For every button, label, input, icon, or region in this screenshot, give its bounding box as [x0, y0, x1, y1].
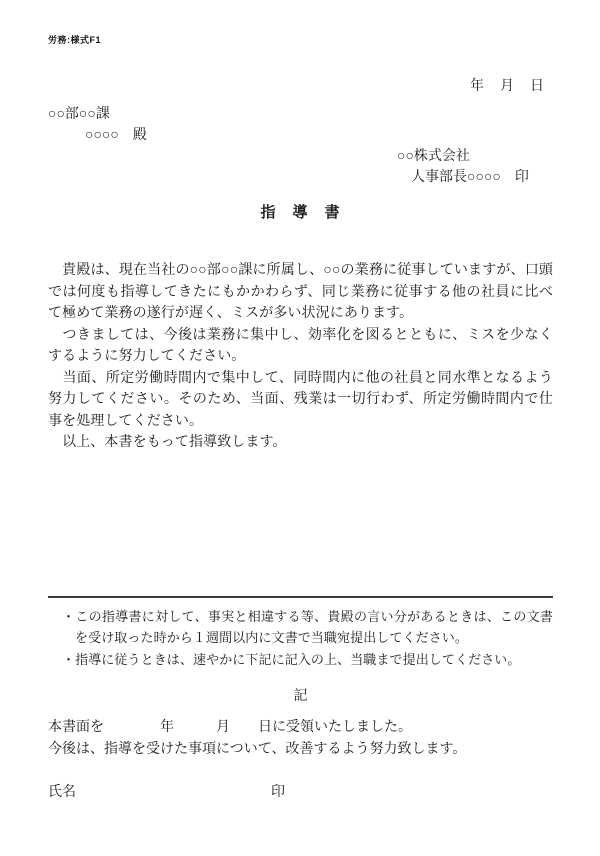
sender-signer-seal: 人事部長○○○○ 印 [411, 170, 529, 185]
notice-item [62, 649, 553, 671]
sender-company: ○○株式会社 [397, 149, 470, 164]
bullet-marker: ・ [62, 608, 76, 624]
bullet-marker: ・ [62, 651, 76, 667]
notice-item [62, 606, 553, 649]
receipt-date-line: 本書面を 年 月 日に受領いたしました。 [48, 720, 412, 735]
notice-item-text: この指導書に対して、事実と相違する等、貴殿の言い分があるときは、この文書を受け取った時から１週間以内に文書で当職宛提出してください。 [75, 608, 554, 645]
document-title: 指 導 書 [260, 205, 341, 221]
recipient-name: ○○○○ 殿 [85, 128, 147, 143]
signature-row [48, 782, 553, 803]
form-code-label: 労務:様式F1 [48, 35, 102, 45]
body-paragraph-1: 貴殿は、現在当社の○○部○○課に所属し、○○の業務に従事していますが、口頭では何度も指導してきたにもかかわらず、同じ業務に従事する他の社員に比べて極めて業務の遂行が遅く、ミスが多い状況にあります。 [48, 263, 553, 321]
body-paragraph-2: つきましては、今後は業務に集中し、効率化を図るとともに、ミスを少なくするように努力してください。 [48, 327, 553, 364]
body-text [48, 260, 553, 454]
receipt-pledge-line: 今後は、指導を受けた事項について、改善するよう努力致します。 [48, 742, 467, 757]
body-paragraph-3: 当面、所定労働時間内で集中して、同時間内に他の社員と同水準となるよう努力してください。そのため、当面、残業は一切行わず、所定労働時間内で仕事を処理してください。 [48, 370, 553, 429]
seal-label: 印 [271, 785, 285, 800]
ki-heading: 記 [293, 689, 308, 704]
name-label: 氏名 [48, 785, 76, 800]
notice-list [48, 606, 553, 671]
notice-item-text: 指導に従うときは、速やかに下記に記入の上、当職まで提出してください。 [75, 651, 521, 667]
recipient-department: ○○部○○課 [48, 107, 110, 122]
date-line: 年 月 日 [470, 79, 545, 94]
body-paragraph-4: 以上、本書をもって指導致します。 [48, 435, 287, 450]
notice-separator-rule [48, 596, 553, 598]
